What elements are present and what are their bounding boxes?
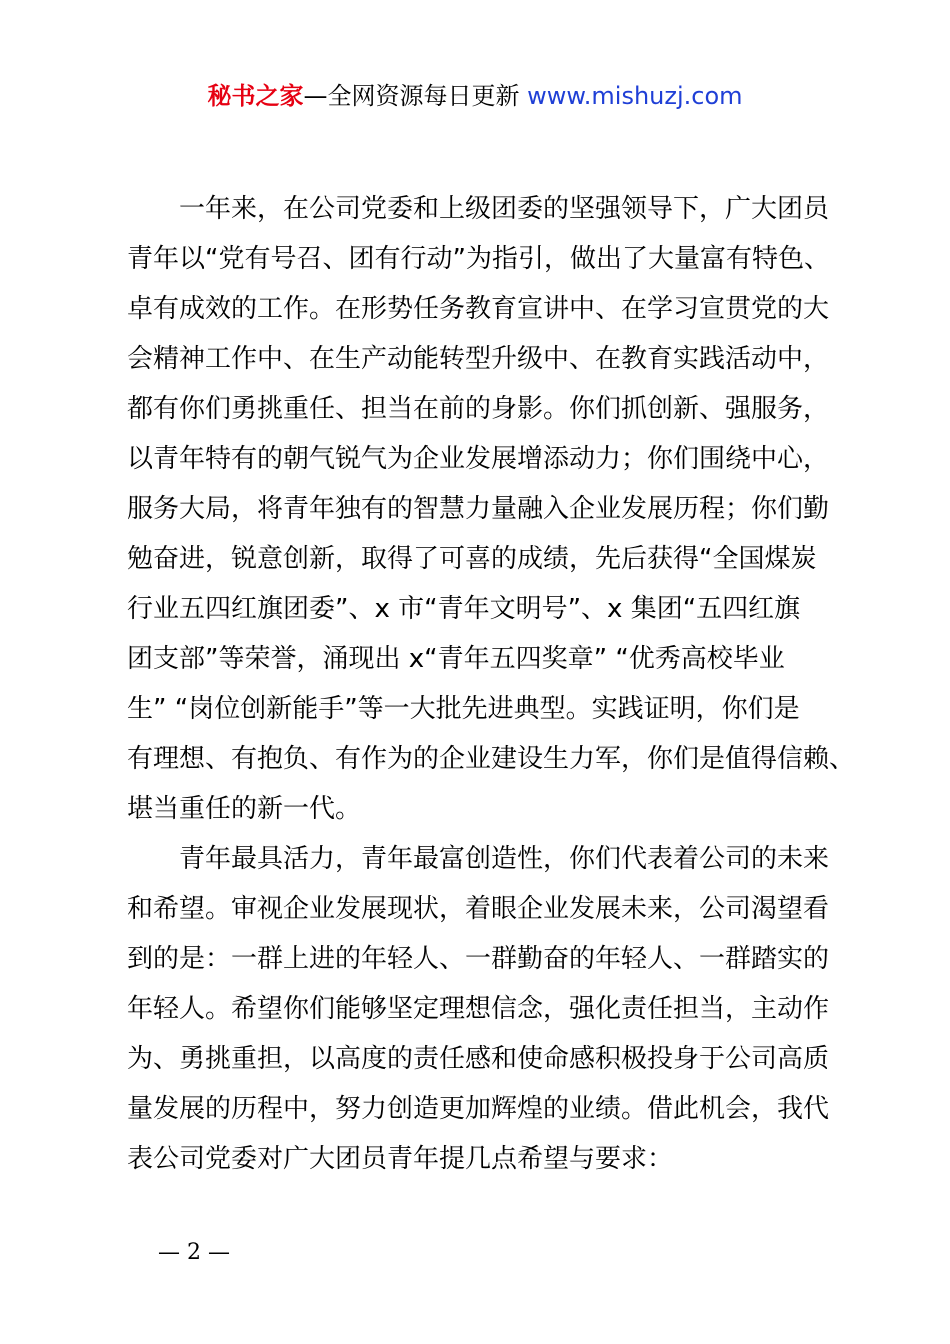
text-line: 表公司党委对广大团员青年提几点希望与要求： — [127, 1144, 674, 1174]
text-line: 行业五四红旗团委”、x 市“青年文明号”、x 集团“五四红旗 — [127, 594, 801, 624]
text-line: 和希望。审视企业发展现状，着眼企业发展未来，公司渴望看 — [127, 894, 830, 924]
page-header — [0, 78, 950, 114]
text-line: 生” “岗位创新能手”等一大批先进典型。实践证明，你们是 — [127, 694, 800, 724]
page-number: — 2 — — [158, 1240, 230, 1265]
text-line: 量发展的历程中，努力创造更加辉煌的业绩。借此机会，我代 — [127, 1094, 830, 1124]
text-line: 到的是：一群上进的年轻人、一群勤奋的年轻人、一群踏实的 — [127, 944, 830, 974]
text-line: 都有你们勇挑重任、担当在前的身影。你们抓创新、强服务， — [127, 394, 830, 424]
text-line: 年轻人。希望你们能够坚定理想信念，强化责任担当，主动作 — [127, 994, 830, 1024]
text-line: 服务大局，将青年独有的智慧力量融入企业发展历程；你们勤 — [127, 494, 830, 524]
paragraph-2 — [127, 834, 835, 1184]
text-line: 青年最具活力，青年最富创造性，你们代表着公司的未来 — [179, 844, 830, 874]
text-line: 一年来，在公司党委和上级团委的坚强领导下，广大团员 — [179, 194, 830, 224]
text-line: 以青年特有的朝气锐气为企业发展增添动力；你们围绕中心， — [127, 444, 830, 474]
text-line: 会精神工作中、在生产动能转型升级中、在教育实践活动中， — [127, 344, 830, 374]
document-body — [127, 184, 856, 1184]
header-tagline: —全网资源每日更新 — [303, 82, 520, 110]
text-line: 勉奋进，锐意创新，取得了可喜的成绩，先后获得“全国煤炭 — [127, 544, 817, 574]
text-line: 为、勇挑重担，以高度的责任感和使命感积极投身于公司高质 — [127, 1044, 830, 1074]
text-line: 团支部”等荣誉，涌现出 x“青年五四奖章” “优秀高校毕业 — [127, 644, 785, 674]
text-line: 青年以“党有号召、团有行动”为指引，做出了大量富有特色、 — [127, 244, 830, 274]
website-link[interactable]: www.mishuzj.com — [527, 82, 743, 110]
paragraph-1 — [127, 184, 856, 834]
text-line: 堪当重任的新一代。 — [127, 794, 362, 824]
text-line: 有理想、有抱负、有作为的企业建设生力军，你们是值得信赖、 — [127, 744, 856, 774]
text-line: 卓有成效的工作。在形势任务教育宣讲中、在学习宣贯党的大 — [127, 294, 830, 324]
brand-name: 秘书之家 — [207, 82, 304, 110]
